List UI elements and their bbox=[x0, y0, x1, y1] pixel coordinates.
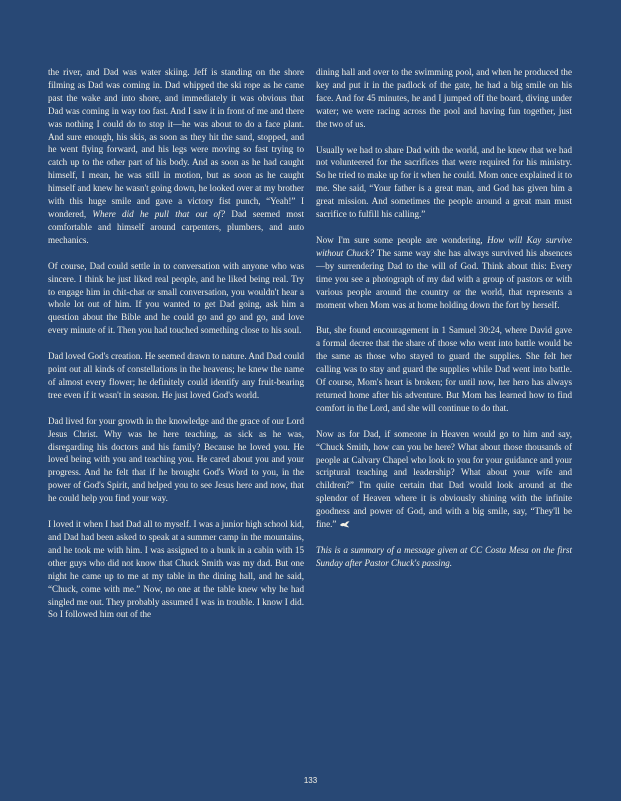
paragraph: But, she found encouragement in 1 Samuel 30:24, where David gave a formal decree that the share of those who went into battle would be the same as those who stayed to guard the supplies. She felt her calling was to stay and guard the supplies while Dad went into battle. Of course, Mom's heart is broken; for until now, her hero has always returned home after his adventure. But Mom has learned how to find comfort in the Lord, and she will continue to do that. bbox=[316, 325, 572, 413]
paragraph: dining hall and over to the swimming pool, and when he produced the key and put it in the padlock of the gate, he had a big smile on his face. And for 45 minutes, he and I jumped off the board, diving under water; we were racing across the pool and having fun together, just the two of us. bbox=[316, 67, 572, 129]
paragraph: the river, and Dad was water skiing. Jeff is standing on the shore filming as Dad was coming in. Dad whipped the ski rope as he came past the wake and into shore, and immediately it was obvious that Dad was coming in way too fast. And I saw it in front of me and there was nothing I could do to stop it—he was about to do a face plant. And sure enough, his skis, as soon as they hit the sand, stopped, and he went flying forward, and his legs were moving so fast trying to catch up to the other part of his body. And as soon as he had caught himself, I mean, he was still in motion, but as soon as he caught himself and knew he wasn't going down, he looked over at my brother with this huge smile and gave a victory fist punch, “Yeah!” I wondered, Where did he pull that out of? Dad seemed most comfortable and himself around carpenters, plumbers, and auto mechanics. bbox=[48, 67, 304, 245]
page-number: 133 bbox=[303, 776, 318, 785]
left-column bbox=[48, 66, 304, 621]
paragraph: Dad loved God's creation. He seemed drawn to nature. And Dad could point out all kinds of constellations in the heavens; he knew the name of almost every flower; he definitely could identify any fruit-bearing tree even if it wasn't in season. He just loved God's world. bbox=[48, 351, 304, 400]
italic-question: How will Kay survive without Chuck? bbox=[316, 234, 572, 258]
paragraph: Of course, Dad could settle in to conversation with anyone who was sincere. I think he just liked real people, and he liked being real. Try to engage him in chit-chat or small conversation, you wouldn't hear a whole lot out of him. If you wanted to get Dad going, ask him a question about the Bible and he could go and go and go, and love every minute of it. Then you had touched something close to his soul. bbox=[48, 260, 304, 336]
paragraph: Dad lived for your growth in the knowledge and the grace of our Lord Jesus Christ. Why was he here teaching, as sick as he was, disregarding his doctors and his family? Because he loved you. He loved being with you and teaching you. He cared about you and your progress. And he felt that if he brought God's Word to you, in the power of God's Spirit, and helped you to see Jesus here and now, that he could help you find your way. bbox=[48, 415, 304, 504]
right-column bbox=[316, 66, 572, 570]
paragraph: Usually we had to share Dad with the world, and he knew that we had not volunteered for the sacrifices that were required for his ministry. So he tried to make up for it when he could. Mom once explained it to me. She said, “Your father is a great man, and God has given him a great mission. And sometimes the people around a great man must sacrifice to fulfill his calling.” bbox=[316, 144, 572, 220]
dove-icon bbox=[339, 520, 350, 528]
italic-quote: Where did he pull that out of? bbox=[92, 208, 226, 219]
paragraph: I loved it when I had Dad all to myself. I was a junior high school kid, and Dad had been asked to speak at a summer camp in the mountains, and he took me with him. I was assigned to a bunk in a cabin with 15 other guys who did not know that Chuck Smith was my dad. But one night he came up to me at my table in the dining hall, and he said, “Chuck, come with me.” Now, no one at the table knew why he had singled me out. They probably assumed I was in trouble. I know I did. So I followed him out of the bbox=[48, 519, 304, 620]
message-summary: This is a summary of a message given at CC Costa Mesa on the first Sunday after Pastor Chuck's passing. bbox=[316, 545, 572, 568]
paragraph: Now as for Dad, if someone in Heaven would go to him and say, “Chuck Smith, how can you be here? What about those thousands of people at Calvary Chapel who look to you for your guidance and your scriptural teaching and leadership? What about your wife and children?” I'm quite certain that Dad would look around at the splendor of Heaven where it is obviously shining with the infinite goodness and power of God, and with a big smile, say, “They'll be fine.” bbox=[316, 428, 572, 530]
paragraph: Now I'm sure some people are wondering, How will Kay survive without Chuck? The same way she has always survived his absences—by surrendering Dad to the will of God. Think about this: Every time you see a photograph of my dad with a group of pastors or with various people around the country or the world, that represents a moment when Mom was at home holding down the fort by herself. bbox=[316, 234, 573, 310]
